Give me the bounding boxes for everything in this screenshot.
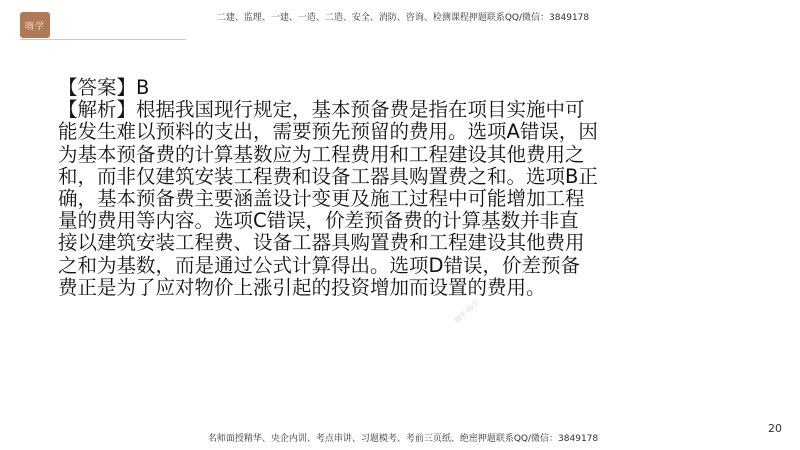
answer-content [58,77,598,299]
page-number: 20 [768,422,782,435]
answer-line: 【答案】B [58,76,150,99]
watermark: 嗨学·嗨学 [452,299,481,325]
brand-logo-text: 嗨学 [24,21,45,32]
header-contact-text: 二建、监理、一建、一造、二造、安全、消防、咨询、检测课程押题联系QQ/微信：3849178 [216,13,590,23]
footer-contact-text: 名师面授精华、央企内训、考点串讲、习题模考、考前三页纸、绝密押题联系QQ/微信：3849178 [207,434,599,444]
analysis-paragraph: 【解析】根据我国现行规定，基本预备费是指在项目实施中可能发生难以预料的支出，需要预先预留的费用。选项A错误，因为基本预备费的计算基数应为工程费用和工程建设其他费用之和，而非仅建筑安装工程费和设备工器具购置费之和。选项B正确，基本预备费主要涵盖设计变更及施工过程中可能增加工程量的费用等内容。选项C错误，价差预备费的计算基数并非直接以建筑安装工程费、设备工器具购置费和工程建设其他费用之和为基数，而是通过公式计算得出。选项D错误，价差预备费正是为了应对物价上涨引起的投资增加而设置的费用。 [58,98,598,299]
header-divider [20,39,186,40]
